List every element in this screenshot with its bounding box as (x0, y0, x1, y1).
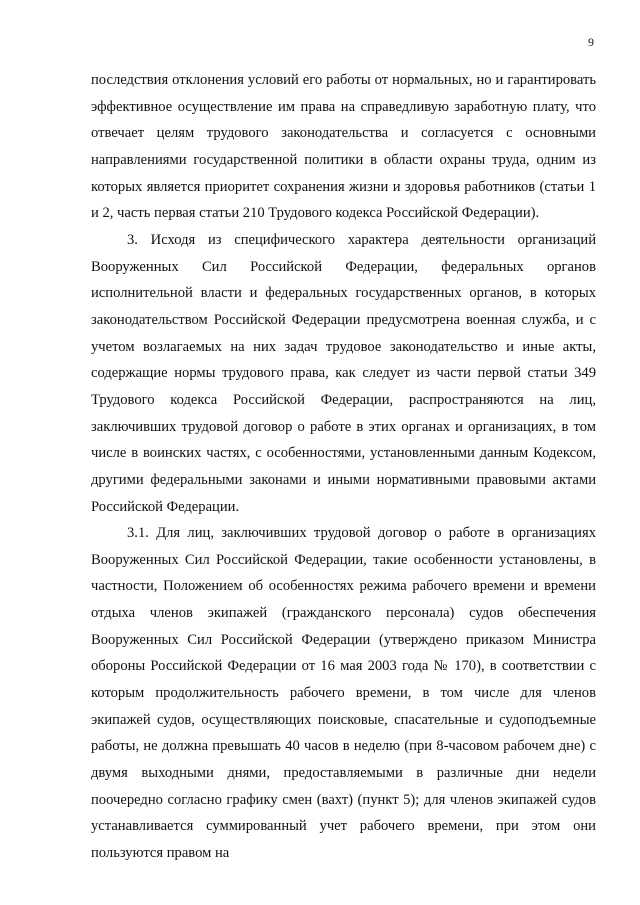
page-number: 9 (588, 35, 594, 49)
paragraph-3-1: 3.1. Для лиц, заключивших трудовой договор о работе в организациях Вооруженных Сил Российской Федерации, такие особенности установлены, в частности, Положением об особенностях режима рабочего времени и времени отдыха членов экипажей (гражданского персонала) судов обеспечения Вооруженных Сил Российской Федерации (утверждено приказом Министра обороны Российской Федерации от 16 мая 2003 года № 170), в соответствии с которым продолжительность рабочего времени, в том числе для членов экипажей судов, осуществляющих поисковые, спасательные и судоподъемные работы, не должна превышать 40 часов в неделю (при 8-часовом рабочем дне) с двумя выходными днями, предоставляемыми в различные дни недели поочередно согласно графику смен (вахт) (пункт 5); для членов экипажей судов устанавливается суммированный учет рабочего времени, при этом они пользуются правом на (91, 525, 596, 862)
paragraph-3: 3. Исходя из специфического характера деятельности организаций Вооруженных Сил Российской Федерации, федеральных органов исполнительной власти и федеральных государственных органов, в которых законодательством Российской Федерации предусмотрена военная служба, и с учетом возлагаемых на них задач трудовое законодательство и иные акты, содержащие нормы трудового права, как следует из части первой статьи 349 Трудового кодекса Российской Федерации, распространяются на лиц, заключивших трудовой договор о работе в этих органах и организациях, в том числе в воинских частях, с особенностями, установленными данным Кодексом, другими федеральными законами и иными нормативными правовыми актами Российской Федерации. (91, 231, 596, 515)
document-body (91, 67, 596, 867)
paragraph-continued: последствия отклонения условий его работы от нормальных, но и гарантировать эффективное осуществление им права на справедливую заработную плату, что отвечает целям трудового законодательства и согласуется с основными направлениями государственной политики в области охраны труда, одним из которых является приоритет сохранения жизни и здоровья работников (статьи 1 и 2, часть первая статьи 210 Трудового кодекса Российской Федерации). (91, 72, 596, 222)
